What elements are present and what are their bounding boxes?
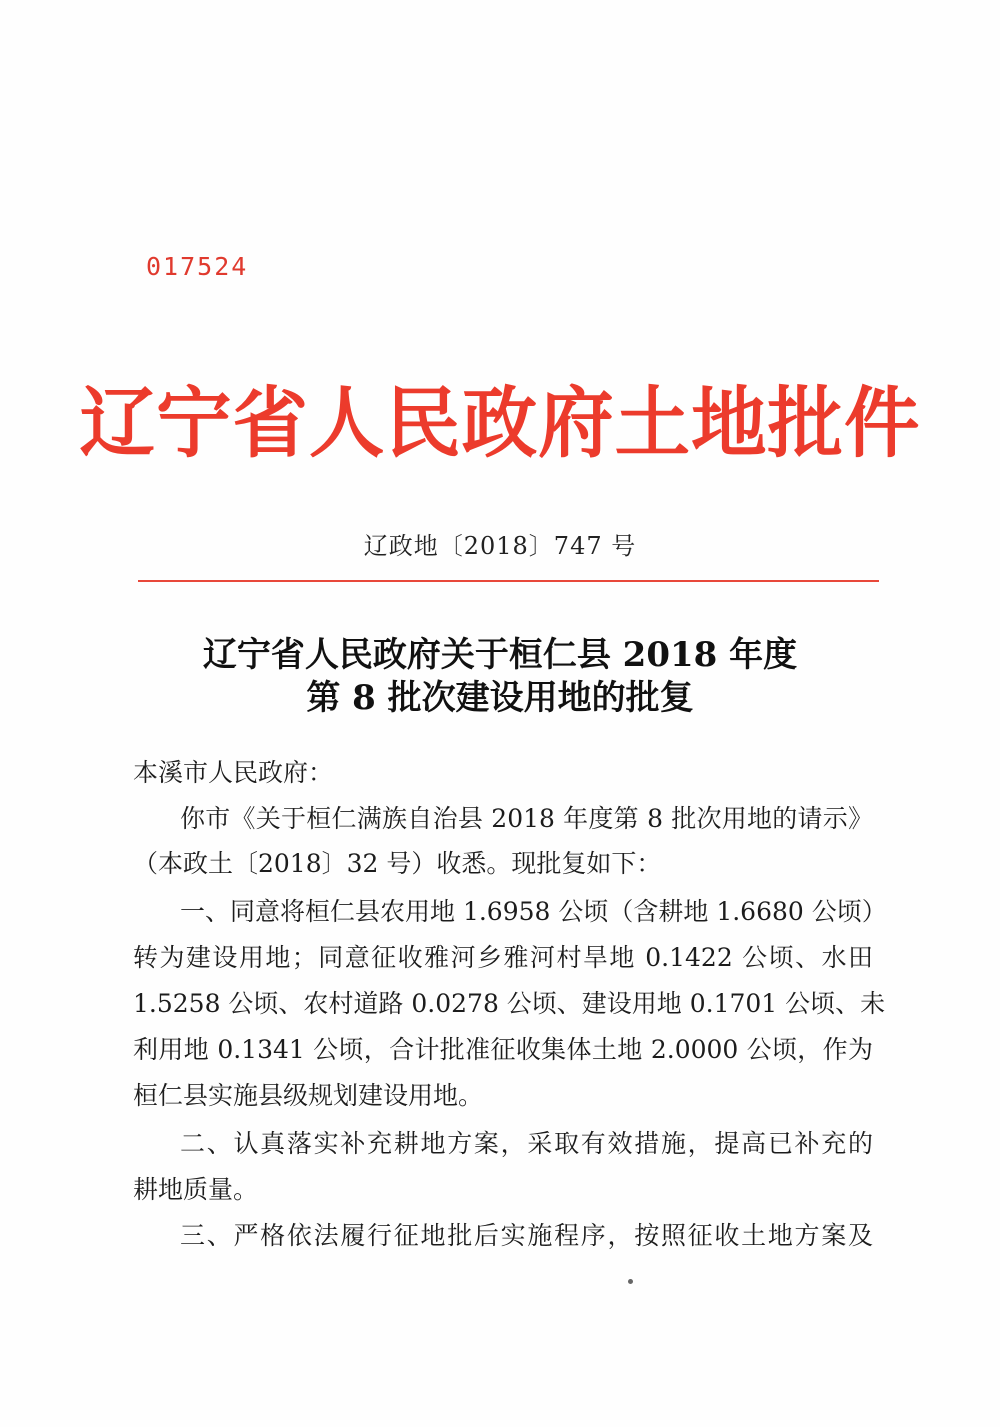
paragraph-2-line-1: 一、同意将桓仁县农用地 1.6958 公顷（含耕地 1.6680 公顷） [180, 897, 887, 926]
document-number: 辽政地〔2018〕747 号 [363, 532, 637, 560]
paragraph-2-line-2: 转为建设用地；同意征收雅河乡雅河村旱地 0.1422 公顷、水田 [133, 943, 873, 972]
paragraph-2-line-5: 桓仁县实施县级规划建设用地。 [133, 1081, 484, 1110]
paragraph-1-line-2: （本政土〔2018〕32 号）收悉。现批复如下： [133, 849, 662, 878]
paragraph-2-line-4: 利用地 0.1341 公顷，合计批准征收集体土地 2.0000 公顷，作为 [133, 1035, 873, 1064]
paragraph-4-line-1: 三、严格依法履行征地批后实施程序，按照征收土地方案及 [180, 1221, 873, 1250]
salutation: 本溪市人民政府： [133, 758, 334, 787]
document-title-line-2: 第 8 批次建设用地的批复 [306, 678, 694, 718]
red-divider [138, 580, 879, 582]
paragraph-2-line-3: 1.5258 公顷、农村道路 0.0278 公顷、建设用地 0.1701 公顷、未 [133, 989, 886, 1018]
document-title-line-1: 辽宁省人民政府关于桓仁县 2018 年度 [202, 635, 798, 675]
paragraph-3-line-2: 耕地质量。 [133, 1175, 259, 1204]
paragraph-3-line-1: 二、认真落实补充耕地方案，采取有效措施，提高已补充的 [180, 1129, 873, 1158]
scan-speck [628, 1279, 633, 1284]
serial-number: 017524 [146, 252, 249, 281]
document-banner: 辽宁省人民政府土地批件 [79, 380, 921, 469]
paragraph-1-line-1: 你市《关于桓仁满族自治县 2018 年度第 8 批次用地的请示》 [180, 804, 873, 833]
